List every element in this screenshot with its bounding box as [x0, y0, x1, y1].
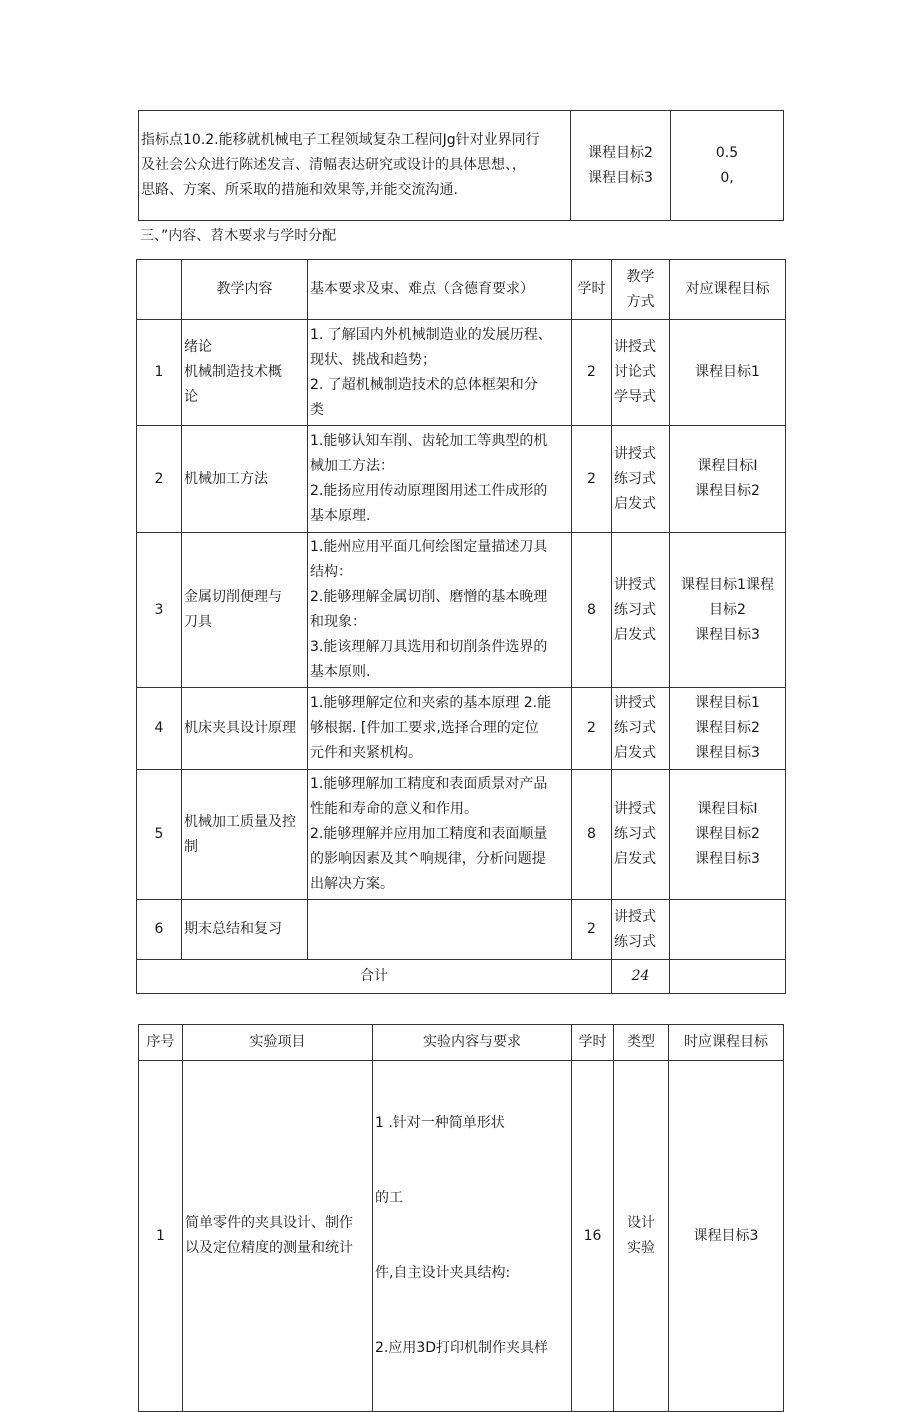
content-header-row	[137, 260, 786, 320]
row-requirements: 1. 了解国内外机械制造业的发展历程、 现状、挑战和趋势； 2. 了超机械制造技术的总体框架和分 类	[308, 320, 572, 426]
lab-row-target: 课程目标3	[669, 1061, 784, 1412]
lab-header-project: 实验项目	[183, 1025, 373, 1061]
lab-table	[138, 1024, 784, 1412]
course-target: 课程目标2	[588, 144, 653, 161]
indicator-line: 及社会公众进行陈述发言、清幅表达研究或设计的具体思想、，	[141, 157, 526, 173]
row-target: 课程目标1	[670, 320, 786, 426]
row-number: 1	[137, 320, 182, 426]
row-target: 课程目标I 课程目标2 课程目标3	[670, 770, 786, 900]
lab-header-no: 序号	[139, 1025, 183, 1061]
row-number: 4	[137, 688, 182, 770]
row-number: 6	[137, 900, 182, 960]
row-method: 讲授式 练习式 启发式	[612, 426, 670, 533]
indicator-line: 思路、方案、所采取的措施和效果等,并能交流沟通.	[141, 182, 458, 198]
row-content: 机械加工质量及控 制	[182, 770, 308, 900]
row-content: 机床夹具设计原理	[182, 688, 308, 770]
total-blank	[670, 960, 786, 994]
row-requirements: 1.能够认知车削、齿轮加工等典型的机 械加工方法： 2.能扬应用传动原理图用述工件成形的 基本原理.	[308, 426, 572, 533]
indicator-table	[138, 110, 784, 221]
lab-header-target: 时应课程目标	[669, 1025, 784, 1061]
row-content: 绪论 机械制造技术概 论	[182, 320, 308, 426]
row-number: 3	[137, 533, 182, 688]
row-target: 课程目标I 课程目标2	[670, 426, 786, 533]
row-method: 讲授式 讨论式 学导式	[612, 320, 670, 426]
table-row	[137, 688, 786, 770]
row-content: 机械加工方法	[182, 426, 308, 533]
row-target: 课程目标1课程 目标2 课程目标3	[670, 533, 786, 688]
row-hours: 2	[572, 426, 612, 533]
weight-value: 0,	[720, 169, 734, 186]
table-row	[139, 1061, 784, 1412]
header-content: 教学内容	[182, 260, 308, 320]
weight-value: 0.5	[715, 144, 739, 161]
header-requirements: 基本要求及束、难点（含德育要求）	[308, 260, 572, 320]
row-content: 期末总结和复习	[182, 900, 308, 960]
row-method: 讲授式 练习式 启发式	[612, 688, 670, 770]
indicator-weight-cell	[671, 111, 784, 221]
lab-row-hours: 16	[572, 1061, 614, 1412]
row-hours: 8	[572, 533, 612, 688]
table-row	[137, 533, 786, 688]
lab-header-hours: 学时	[572, 1025, 614, 1061]
row-method: 讲授式 练习式	[612, 900, 670, 960]
header-blank	[137, 260, 182, 320]
total-hours: 24	[612, 960, 670, 994]
content-table	[136, 259, 786, 994]
row-requirements: 1.能够理解加工精度和表面质景对产品 性能和寿命的意义和作用。 2.能够理解并应用加工精度和表面顺量 的影响因素及其^响规律，分析问题提 出解决方案。	[308, 770, 572, 900]
row-target: 课程目标1 课程目标2 课程目标3	[670, 688, 786, 770]
lab-header-type: 类型	[614, 1025, 669, 1061]
course-target: 课程目标3	[588, 169, 653, 186]
lab-row-type: 设计 实验	[614, 1061, 669, 1412]
table-row	[137, 320, 786, 426]
header-method: 教学 方式	[612, 260, 670, 320]
indicator-target-cell	[571, 111, 671, 221]
lab-row-number: 1	[139, 1061, 183, 1412]
total-row	[137, 960, 786, 994]
row-requirements: 1.能够理解定位和夹索的基本原理 2.能 够根据. [件加工要求,选择合理的定位 元件和夹紧机构。	[308, 688, 572, 770]
lab-header-content: 实验内容与要求	[373, 1025, 572, 1061]
table-row	[137, 900, 786, 960]
total-label: 合计	[137, 960, 612, 994]
row-method: 讲授式 练习式 启发式	[612, 533, 670, 688]
section-heading: 三、”内容、苕木要求与学时分配	[140, 228, 337, 244]
indicator-line: 指标点10.2.能移就机械电子工程领域复杂工程问Jg针对业界同行	[141, 132, 540, 148]
indicator-text-cell	[139, 111, 571, 221]
row-hours: 2	[572, 688, 612, 770]
row-hours: 2	[572, 900, 612, 960]
row-method: 讲授式 练习式 启发式	[612, 770, 670, 900]
lab-row-content: 1 .针对一种简单形状 的工 件,自主设计夹具结构: 2.应用3D打印机制作夹具样	[373, 1061, 572, 1412]
lab-row-project: 简单零件的夹具设计、制作 以及定位精度的测量和统计	[183, 1061, 373, 1412]
row-number: 2	[137, 426, 182, 533]
row-target	[670, 900, 786, 960]
row-content: 金属切削便理与 刀具	[182, 533, 308, 688]
lab-header-row	[139, 1025, 784, 1061]
header-target: 对应课程目标	[670, 260, 786, 320]
table-row	[137, 426, 786, 533]
row-requirements	[308, 900, 572, 960]
row-requirements: 1.能州应用平面几何绘图定量描述刀具 结构： 2.能够理解金属切削、磨憎的基本晚理 和现象： 3.能该理解刀具选用和切削条件选界的 基本原则.	[308, 533, 572, 688]
header-hours: 学时	[572, 260, 612, 320]
row-number: 5	[137, 770, 182, 900]
row-hours: 8	[572, 770, 612, 900]
table-row	[137, 770, 786, 900]
row-hours: 2	[572, 320, 612, 426]
